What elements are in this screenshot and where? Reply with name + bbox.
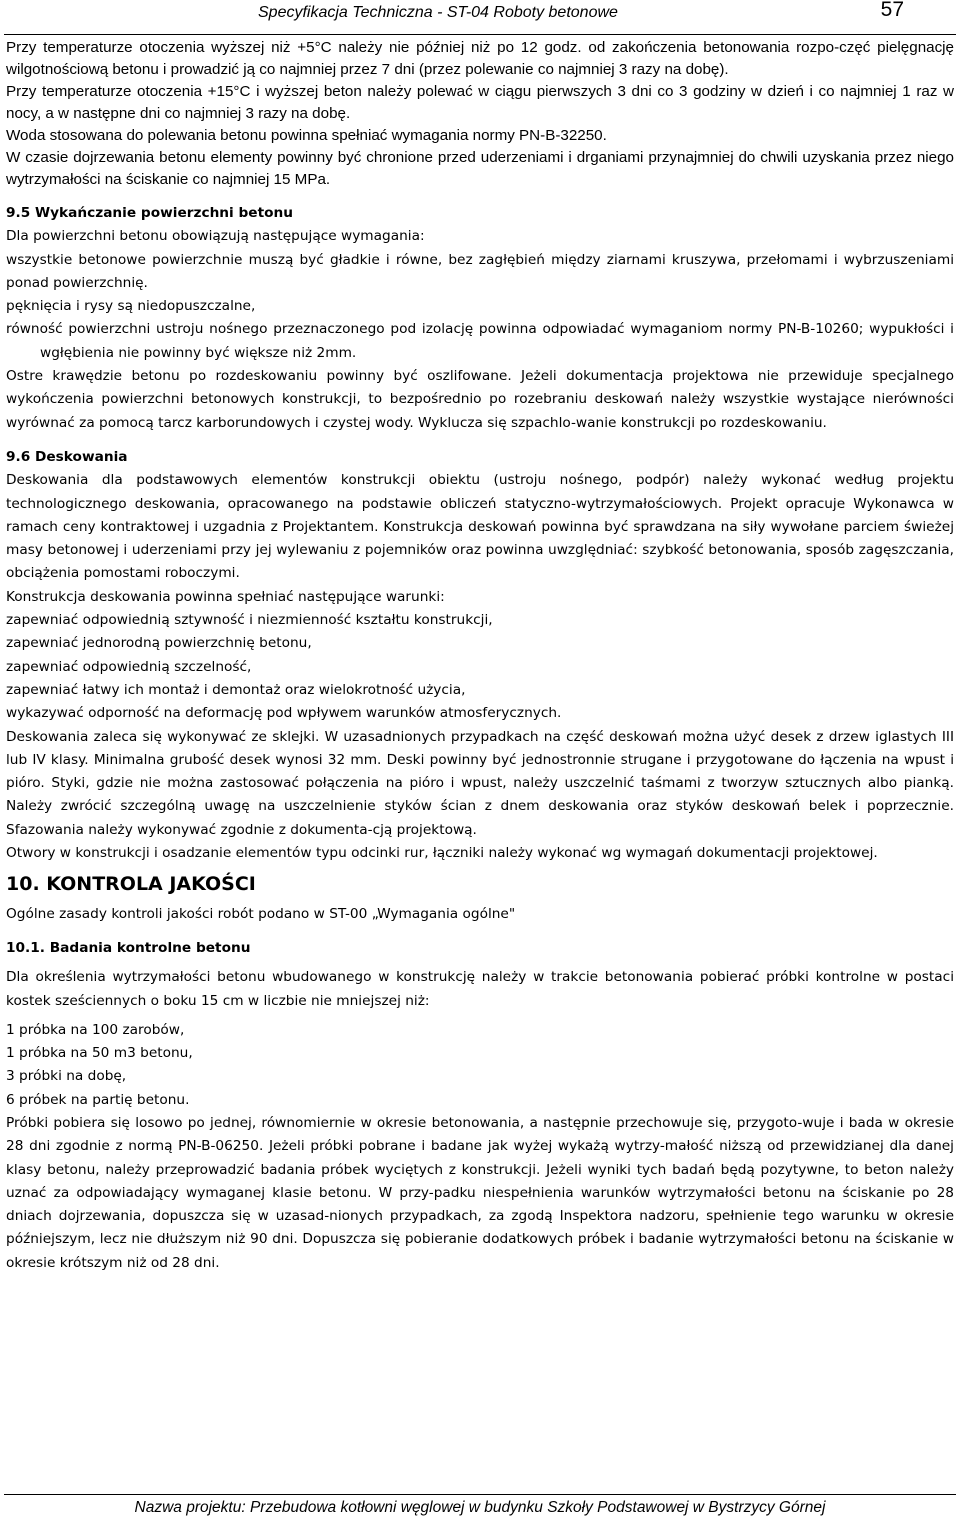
paragraph: Próbki pobiera się losowo po jednej, równomiernie w okresie betonowania, a następnie przechowuje się, przygoto-wuje i bada w okresie 28 dni zgodnie z normą PN-B-06250. Jeżeli próbki pobrane i badane jak wyżej wykażą wytrzy-małość niższą od przewidzianej dla danej klasy betonu, należy przeprowadzić badania próbek wyciętych z konstrukcji. Jeżeli wyniki tych badań będą pozytywne, to beton należy uznać za odpowiadający wymaganej klasie betonu. W przy-padku niespełnienia warunków wytrzymałości betonu na ściskanie po 28 dniach dojrzewania, dopuszcza się w uzasad-nionych przypadkach, za zgodą Inspektora nadzoru, spełnienie tego warunku w okresie późniejszym, lecz nie dłuższym niż 90 dni. Dopuszcza się pobieranie dodatkowych próbek i badanie wytrzymałości betonu na ściskanie w okresie krótszym niż od 28 dni. <box>6 1114 954 1271</box>
paragraph: Otwory w konstrukcji i osadzanie elementów typu odcinki rur, łączniki należy wykonać wg wymagań dokumentacji projektowej. <box>6 845 878 862</box>
paragraph: W czasie dojrzewania betonu elementy powinny być chronione przed uderzeniami i drganiami przynajmniej do chwili uzyskania przez niego wytrzymałości na ściskanie co najmniej 15 MPa. <box>6 149 954 188</box>
list-item: wykazywać odporność na deformację pod wpływem warunków atmosferycznych. <box>6 705 562 722</box>
paragraph: Deskowania dla podstawowych elementów konstrukcji obiektu (ustroju nośnego, podpór) należy wykonać według projektu technologicznego deskowania, opracowanego na podstawie obliczeń statyczno-wytrzymałościowych. Projekt opracuje Wykonawca w ramach ceny kontraktowej i uzgadnia z Projektantem. Konstrukcja deskowań powinna być sprawdzana na siły wywołane parciem świeżej masy betonowej i uderzeniami przy jej wylewaniu z pojemników oraz powinna uwzględniać: szybkość betonowania, sposób zagęszczania, obciążenia pomostami roboczymi. <box>6 472 954 582</box>
list-item: zapewniać jednorodną powierzchnię betonu, <box>6 635 312 652</box>
section-heading: 9.5 Wykańczanie powierzchni betonu <box>6 205 294 221</box>
list-item: 1 próbka na 100 zarobów, <box>6 1021 185 1038</box>
paragraph: Ogólne zasady kontroli jakości robót podano w ST-00 „Wymagania ogólne" <box>6 905 516 922</box>
page-number: 57 <box>880 0 904 21</box>
page-footer <box>4 1494 956 1517</box>
paragraph: Ostre krawędzie betonu po rozdeskowaniu powinny być oszlifowane. Jeżeli dokumentacja projektowa nie przewiduje specjalnego wykończenia powierzchni betonowych konstrukcji, to bezpośrednio po rozebraniu deskowań należy wszystkie wystające nierówności wyrównać za pomocą tarcz karborundowych i czystej wody. Wyklucza się szpachlo-wanie konstrukcji po rozdeskowaniu. <box>6 368 954 431</box>
paragraph: Woda stosowana do polewania betonu powinna spełniać wymagania normy PN-B-32250. <box>6 127 607 144</box>
list-item: zapewniać odpowiednią szczelność, <box>6 658 252 675</box>
page-header <box>4 0 956 35</box>
paragraph: Deskowania zaleca się wykonywać ze sklejki. W uzasadnionych przypadkach na część deskowań można użyć desek z drzew iglastych III lub IV klasy. Minimalna grubość desek wynosi 32 mm. Deski powinny być jednostronnie strugane i przygotowane do łączenia na wpust i pióro. Styki, gdzie nie można zastosować połączenia na pióro i wpust, należy uszczelnić taśmami z tworzyw sztucznych albo pianką. Należy zwrócić szczególną uwagę na uszczelnienie styków ścian z dnem deskowania oraz styków deskowań belek i poprzecznie. Sfazowania należy wykonywać zgodnie z dokumenta-cją projektową. <box>6 728 954 838</box>
list-item: wszystkie betonowe powierzchnie muszą być gładkie i równe, bez zagłębień między ziarnami kruszywa, przełomami i wybrzuszeniami ponad powierzchnię. <box>6 251 954 291</box>
list-item: 6 próbek na partię betonu. <box>6 1091 190 1108</box>
list-item: zapewniać odpowiednią sztywność i niezmienność kształtu konstrukcji, <box>6 612 493 629</box>
list-item: pęknięcia i rysy są niedopuszczalne, <box>6 298 256 315</box>
list-item: 1 próbka na 50 m3 betonu, <box>6 1045 193 1062</box>
chapter-heading: 10. KONTROLA JAKOŚCI <box>6 873 256 896</box>
paragraph: Przy temperaturze otoczenia +15°C i wyższej beton należy polewać w ciągu pierwszych 3 dni co 3 godziny w dzień i co najmniej 1 raz w nocy, a w następne dni co najmniej 3 razy na dobę. <box>6 83 954 122</box>
document-body <box>6 37 954 1275</box>
section-heading: 10.1. Badania kontrolne betonu <box>6 939 251 956</box>
list-item: równość powierzchni ustroju nośnego przeznaczonego pod izolację powinna odpowiadać wymaganiom normy PN-B-10260; wypukłości i wgłębienia nie powinny być większe niż 2mm. <box>6 321 954 361</box>
paragraph: Dla powierzchni betonu obowiązują następujące wymagania: <box>6 228 425 245</box>
paragraph: Dla określenia wytrzymałości betonu wbudowanego w konstrukcję należy w trakcie betonowania pobierać próbki kontrolne w postaci kostek sześciennych o boku 15 cm w liczbie nie mniejszej niż: <box>6 969 954 1009</box>
section-heading: 9.6 Deskowania <box>6 448 128 465</box>
paragraph: Przy temperaturze otoczenia wyższej niż +5°C należy nie później niż po 12 godz. od zakończenia betonowania rozpo-częć pielęgnację wilgotnościową betonu i prowadzić ją co najmniej przez 7 dni (przez polewanie co najmniej 3 razy na dobę). <box>6 39 954 78</box>
list-item: zapewniać łatwy ich montaż i demontaż oraz wielokrotność użycia, <box>6 681 466 698</box>
project-name: Nazwa projektu: Przebudowa kotłowni węglowej w budynku Szkoły Podstawowej w Bystrzycy Górnej <box>134 1499 826 1516</box>
paragraph: Konstrukcja deskowania powinna spełniać następujące warunki: <box>6 588 445 605</box>
document-title: Specyfikacja Techniczna - ST-04 Roboty betonowe <box>258 4 618 21</box>
list-item: 3 próbki na dobę, <box>6 1068 127 1085</box>
